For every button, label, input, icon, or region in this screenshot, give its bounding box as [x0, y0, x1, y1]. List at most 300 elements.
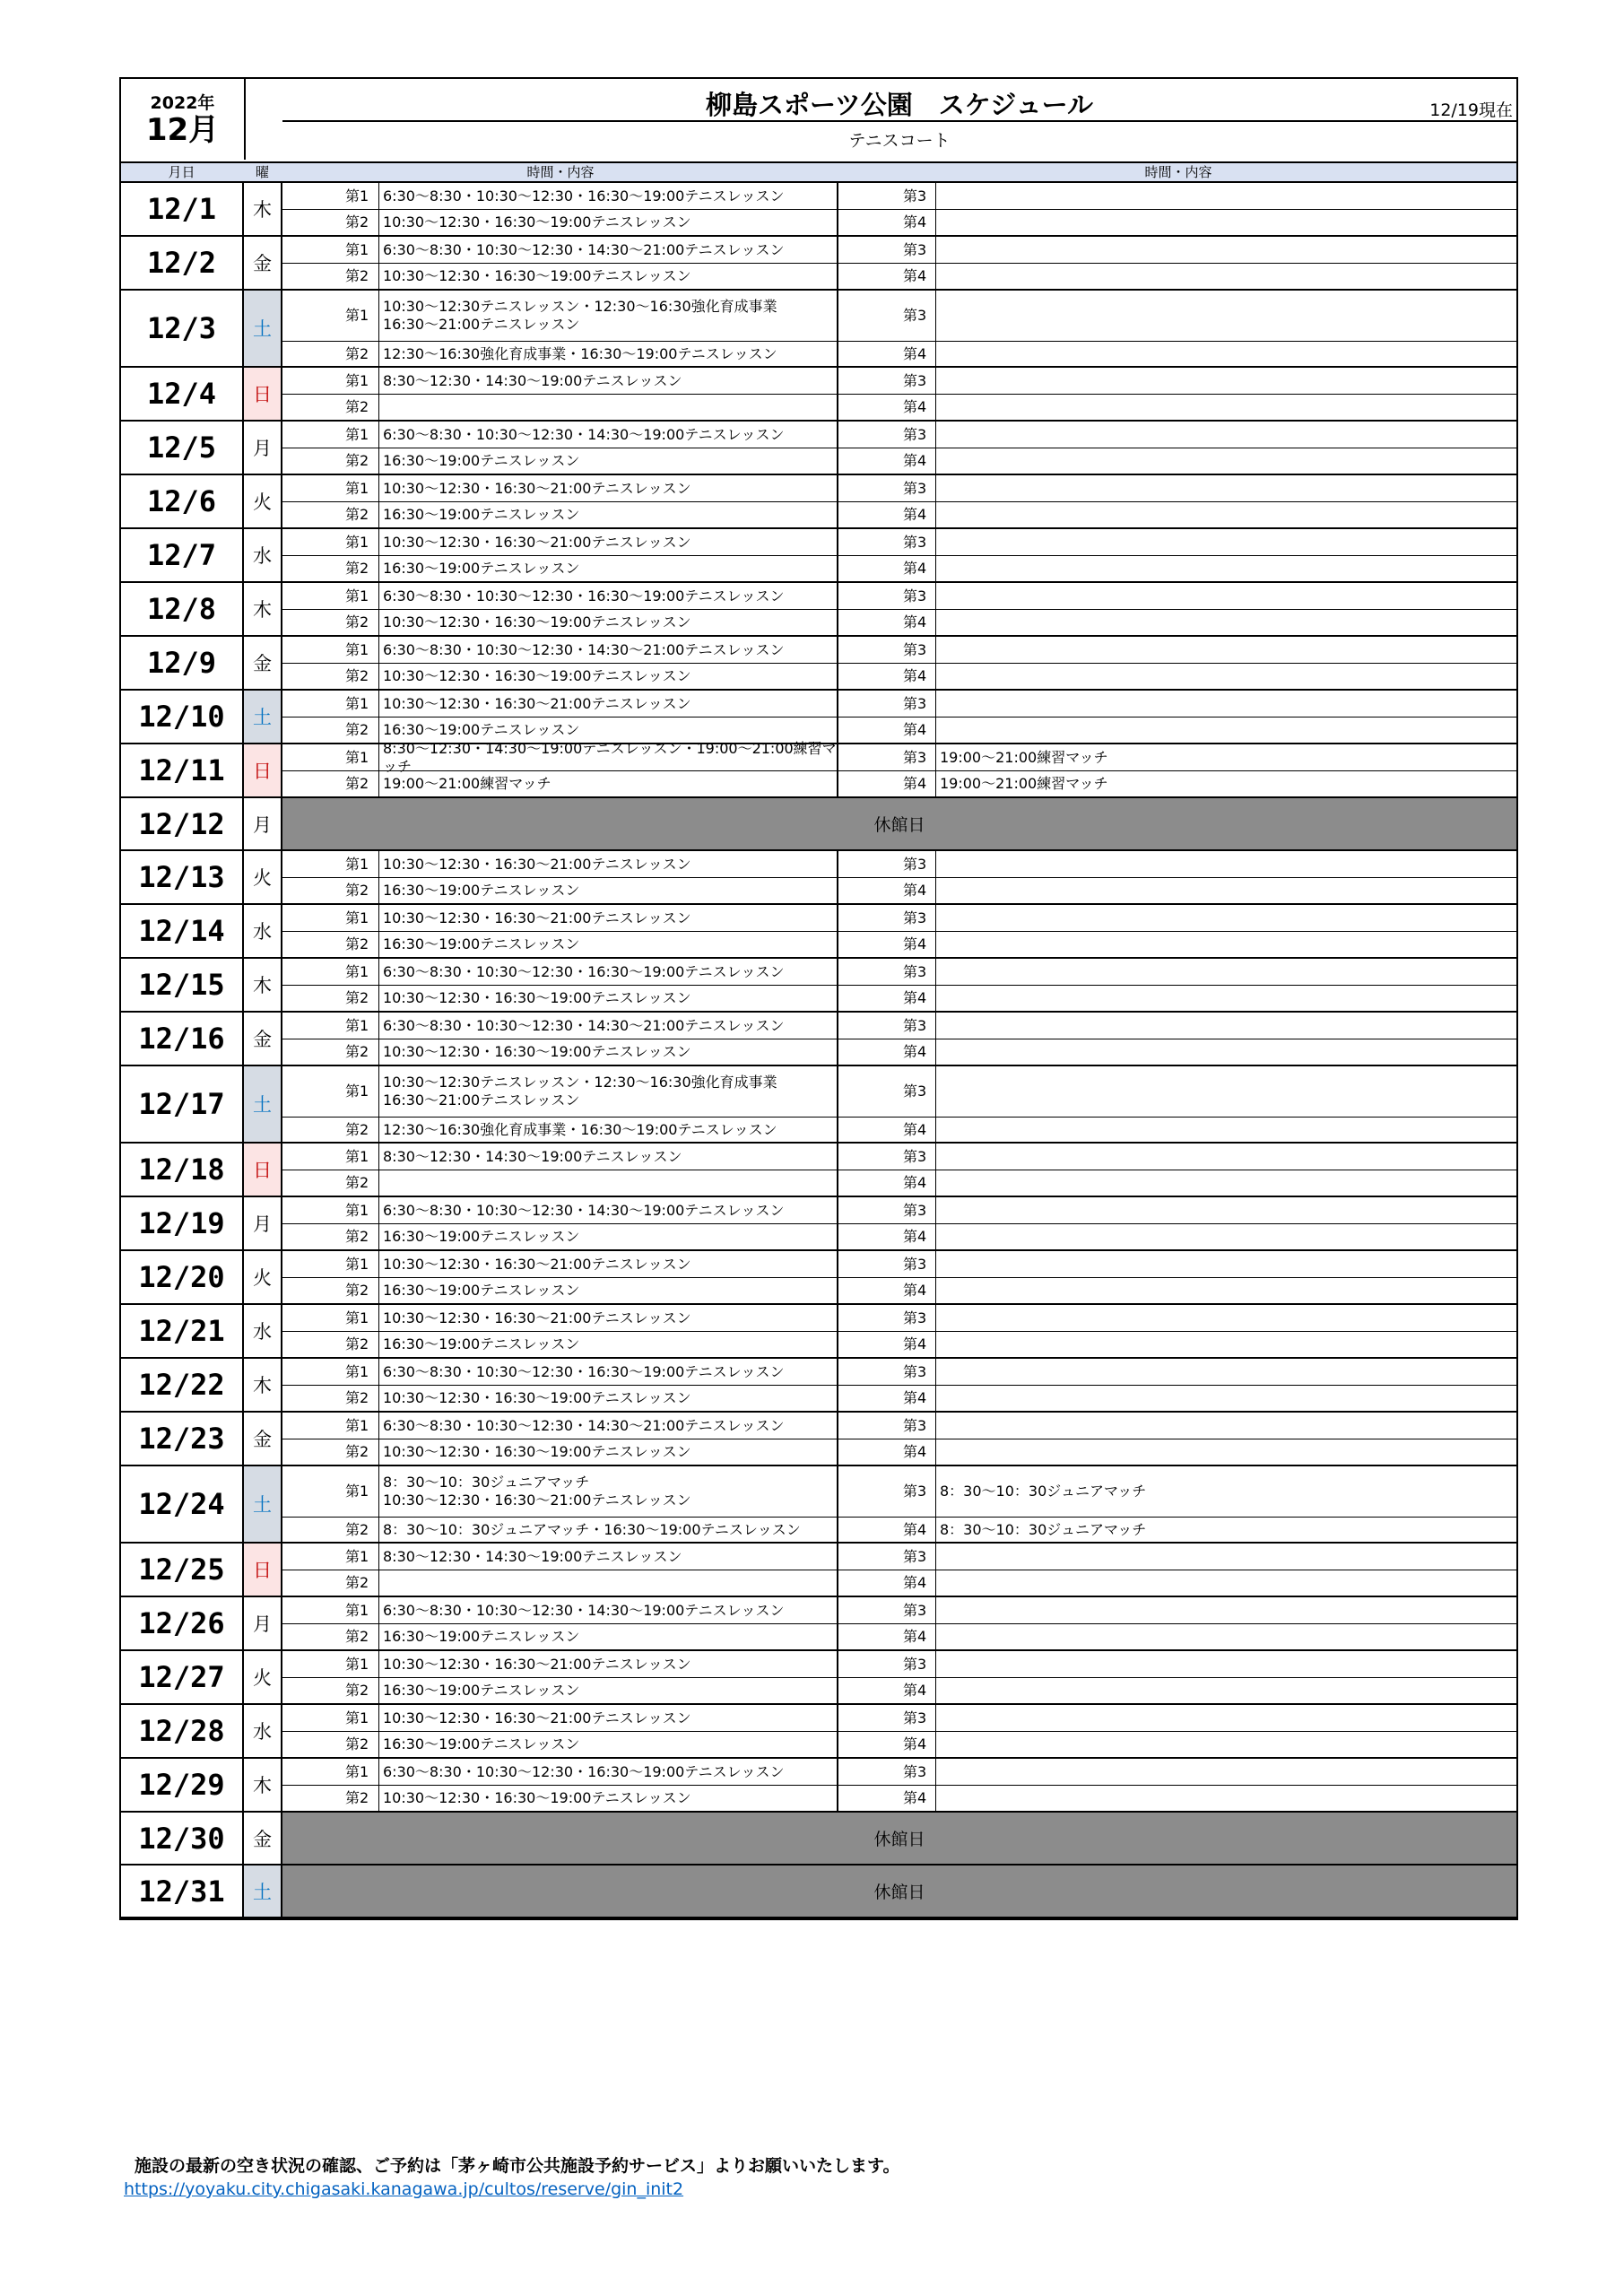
- court-schedule: 10:30〜12:30・16:30〜19:00テニスレッスン: [378, 1039, 838, 1065]
- court-label: 第2: [345, 398, 369, 415]
- court-label: 第1: [345, 1655, 369, 1673]
- court-schedule: 12:30〜16:30強化育成事業・16:30〜19:00テニスレッスン: [378, 342, 838, 366]
- day-row: [121, 851, 1516, 905]
- court-schedule: 10:30〜12:30・16:30〜19:00テニスレッスン: [378, 664, 838, 689]
- court-schedule: 6:30〜8:30・10:30〜12:30・16:30〜19:00テニスレッスン: [378, 959, 838, 985]
- court-label: 第4: [903, 398, 927, 415]
- day-date: 12/5: [121, 422, 244, 474]
- court-schedule: [935, 1439, 1516, 1465]
- court-schedule: 10:30〜12:30・16:30〜19:00テニスレッスン: [378, 1786, 838, 1811]
- day-row: [121, 1651, 1516, 1705]
- court-schedule: [935, 556, 1516, 581]
- court-label: 第2: [345, 560, 369, 577]
- day-row: [121, 959, 1516, 1013]
- day-weekday: 土: [244, 1066, 282, 1142]
- court-label: 第1: [345, 1709, 369, 1726]
- court-label: 第2: [345, 1443, 369, 1460]
- day-date: 12/10: [121, 691, 244, 743]
- closed-day-label: 休館日: [282, 1866, 1516, 1917]
- day-row: [121, 905, 1516, 959]
- court-schedule: [935, 1197, 1516, 1223]
- court-subrow: [282, 1624, 1516, 1649]
- day-weekday: 金: [244, 637, 282, 689]
- court-label: 第2: [345, 344, 369, 362]
- day-date: 12/12: [121, 798, 244, 849]
- court-schedule: [935, 1678, 1516, 1703]
- day-weekday: 水: [244, 1705, 282, 1757]
- court-label: 第2: [345, 1389, 369, 1406]
- court-label: 第1: [345, 425, 369, 443]
- day-date: 12/3: [121, 291, 244, 366]
- court-label: 第2: [345, 1735, 369, 1752]
- day-row: [121, 1597, 1516, 1651]
- day-row: [121, 1144, 1516, 1197]
- court-subrow: [282, 237, 1516, 264]
- court-schedule: [935, 1705, 1516, 1731]
- court-schedule: 8:30〜12:30・14:30〜19:00テニスレッスン: [378, 1544, 838, 1570]
- court-schedule: [935, 291, 1516, 341]
- court-label: 第2: [345, 213, 369, 230]
- court-subrow: [282, 529, 1516, 556]
- court-label: 第3: [903, 1255, 927, 1273]
- court-label: 第3: [903, 1083, 927, 1100]
- day-date: 12/27: [121, 1651, 244, 1703]
- day-date: 12/15: [121, 959, 244, 1011]
- court-label: 第1: [345, 187, 369, 204]
- court-subrow: [282, 1413, 1516, 1439]
- court-schedule: 10:30〜12:30・16:30〜19:00テニスレッスン: [378, 1386, 838, 1411]
- court-schedule: 16:30〜19:00テニスレッスン: [378, 448, 838, 474]
- day-weekday: 土: [244, 291, 282, 366]
- court-schedule: 19:00〜21:00練習マッチ: [935, 744, 1516, 770]
- court-schedule: 10:30〜12:30・16:30〜19:00テニスレッスン: [378, 1439, 838, 1465]
- day-row: [121, 1066, 1516, 1144]
- court-schedule: [935, 1170, 1516, 1196]
- court-label: 第3: [903, 748, 927, 766]
- court-label: 第3: [903, 1016, 927, 1034]
- day-weekday: 日: [244, 744, 282, 796]
- court-schedule: 16:30〜19:00テニスレッスン: [378, 1624, 838, 1649]
- day-date: 12/31: [121, 1866, 244, 1917]
- court-label: 第3: [903, 1709, 927, 1726]
- court-label: 第4: [903, 1520, 927, 1538]
- court-label: 第3: [903, 1547, 927, 1565]
- court-label: 第4: [903, 560, 927, 577]
- court-label: 第2: [345, 1628, 369, 1645]
- court-label: 第3: [903, 533, 927, 551]
- court-schedule: [935, 1786, 1516, 1811]
- court-subrow: [282, 1786, 1516, 1811]
- court-schedule: [935, 583, 1516, 609]
- day-row: [121, 529, 1516, 583]
- court-schedule: 10:30〜12:30・16:30〜21:00テニスレッスン: [378, 529, 838, 555]
- court-schedule: [935, 851, 1516, 877]
- as-of-date: 12/19現在: [1429, 100, 1513, 120]
- court-label: 第3: [903, 1416, 927, 1434]
- day-date: 12/11: [121, 744, 244, 796]
- court-schedule: 6:30〜8:30・10:30〜12:30・16:30〜19:00テニスレッスン: [378, 1359, 838, 1385]
- court-schedule: [935, 1759, 1516, 1785]
- court-label: 第1: [345, 1201, 369, 1219]
- court-schedule: [935, 448, 1516, 474]
- court-subrow: [282, 422, 1516, 448]
- court-schedule: 8：30〜10：30ジュニアマッチ・16:30〜19:00テニスレッスン: [378, 1518, 838, 1542]
- court-subrow: [282, 986, 1516, 1011]
- court-label: 第1: [345, 909, 369, 926]
- court-label: 第3: [903, 479, 927, 497]
- day-weekday: 金: [244, 1813, 282, 1864]
- day-weekday: 金: [244, 1013, 282, 1065]
- court-label: 第1: [345, 694, 369, 712]
- court-label: 第3: [903, 640, 927, 658]
- court-label: 第1: [345, 1762, 369, 1780]
- day-weekday: 月: [244, 1197, 282, 1249]
- court-label: 第1: [345, 587, 369, 604]
- column-time-1: 時間・内容: [526, 164, 595, 180]
- court-schedule: [935, 1118, 1516, 1142]
- court-schedule: 10:30〜12:30・16:30〜19:00テニスレッスン: [378, 264, 838, 289]
- court-label: 第3: [903, 962, 927, 980]
- column-date: 月日: [168, 164, 195, 180]
- court-schedule: 6:30〜8:30・10:30〜12:30・14:30〜21:00テニスレッスン: [378, 1413, 838, 1439]
- court-subrow: [282, 1224, 1516, 1249]
- court-label: 第1: [345, 1547, 369, 1565]
- day-row: [121, 1197, 1516, 1251]
- court-label: 第4: [903, 344, 927, 362]
- day-weekday: 日: [244, 1144, 282, 1196]
- court-schedule: 16:30〜19:00テニスレッスン: [378, 878, 838, 903]
- day-row: [121, 739, 1516, 798]
- court-label: 第1: [345, 1255, 369, 1273]
- court-subrow: [282, 1251, 1516, 1278]
- court-subrow: [282, 475, 1516, 502]
- court-subrow: [282, 1305, 1516, 1332]
- court-label: 第4: [903, 613, 927, 631]
- court-label: 第3: [903, 425, 927, 443]
- court-subrow: [282, 1732, 1516, 1757]
- footer-note: 施設の最新の空き状況の確認、ご予約は「茅ヶ崎市公共施設予約サービス」よりお願いいたします。: [135, 2156, 900, 2176]
- court-subrow: [282, 183, 1516, 210]
- day-row: [121, 1866, 1516, 1918]
- court-schedule: [935, 1224, 1516, 1249]
- court-label: 第4: [903, 506, 927, 523]
- court-schedule: 6:30〜8:30・10:30〜12:30・14:30〜19:00テニスレッスン: [378, 422, 838, 448]
- court-label: 第4: [903, 1228, 927, 1245]
- court-schedule: [935, 1544, 1516, 1570]
- day-weekday: 木: [244, 959, 282, 1011]
- court-subrow: [282, 771, 1516, 796]
- day-row: [121, 422, 1516, 475]
- court-schedule: 16:30〜19:00テニスレッスン: [378, 1224, 838, 1249]
- court-label: 第1: [345, 240, 369, 258]
- court-subrow: [282, 637, 1516, 664]
- day-row: [121, 475, 1516, 529]
- court-label: 第1: [345, 479, 369, 497]
- court-schedule: 10:30〜12:30テニスレッスン・12:30〜16:30強化育成事業 16:30〜21:00テニスレッスン: [378, 291, 838, 341]
- court-subrow: [282, 556, 1516, 581]
- court-schedule: 6:30〜8:30・10:30〜12:30・14:30〜19:00テニスレッスン: [378, 1197, 838, 1223]
- court-subrow: [282, 1386, 1516, 1411]
- page-title: 柳島スポーツ公園 スケジュール: [705, 90, 1094, 120]
- day-rows: [121, 183, 1516, 1918]
- day-row: [121, 798, 1516, 851]
- court-schedule: 8:30〜12:30・14:30〜19:00テニスレッスン: [378, 368, 838, 394]
- court-label: 第3: [903, 1362, 927, 1380]
- day-date: 12/28: [121, 1705, 244, 1757]
- court-schedule: [935, 368, 1516, 394]
- court-label: 第1: [345, 1083, 369, 1100]
- court-subrow: [282, 1278, 1516, 1303]
- court-subrow: [282, 1759, 1516, 1786]
- court-label: 第2: [345, 1520, 369, 1538]
- court-label: 第4: [903, 667, 927, 684]
- court-schedule: 19:00〜21:00練習マッチ: [935, 771, 1516, 796]
- court-label: 第1: [345, 855, 369, 873]
- day-date: 12/9: [121, 637, 244, 689]
- court-schedule: [935, 932, 1516, 957]
- court-label: 第3: [903, 1201, 927, 1219]
- court-subrow: [282, 291, 1516, 342]
- court-label: 第4: [903, 1574, 927, 1591]
- court-subrow: [282, 1359, 1516, 1386]
- court-label: 第3: [903, 240, 927, 258]
- court-label: 第4: [903, 1389, 927, 1406]
- court-label: 第4: [903, 452, 927, 469]
- court-schedule: [935, 395, 1516, 420]
- court-label: 第4: [903, 721, 927, 738]
- day-weekday: 土: [244, 1466, 282, 1542]
- court-schedule: [935, 959, 1516, 985]
- court-schedule: [935, 986, 1516, 1011]
- court-label: 第2: [345, 613, 369, 631]
- court-subrow: [282, 959, 1516, 986]
- court-label: 第4: [903, 989, 927, 1006]
- day-weekday: 水: [244, 905, 282, 957]
- day-row: [121, 1705, 1516, 1759]
- court-label: 第4: [903, 213, 927, 230]
- court-subrow: [282, 1013, 1516, 1039]
- court-schedule: 10:30〜12:30・16:30〜21:00テニスレッスン: [378, 1651, 838, 1677]
- court-label: 第1: [345, 962, 369, 980]
- court-schedule: 8:30〜12:30・14:30〜19:00テニスレッスン: [378, 1144, 838, 1170]
- court-schedule: [935, 691, 1516, 717]
- court-schedule: 16:30〜19:00テニスレッスン: [378, 1278, 838, 1303]
- court-schedule: [935, 1624, 1516, 1649]
- court-schedule: [935, 210, 1516, 235]
- sheet-header: [121, 79, 1516, 163]
- day-date: 12/26: [121, 1597, 244, 1649]
- court-schedule: 10:30〜12:30・16:30〜21:00テニスレッスン: [378, 1305, 838, 1331]
- court-label: 第4: [903, 1043, 927, 1060]
- column-time-2: 時間・内容: [1144, 164, 1212, 180]
- court-schedule: [935, 1597, 1516, 1623]
- day-row: [121, 1544, 1516, 1597]
- court-schedule: [935, 1413, 1516, 1439]
- day-weekday: 木: [244, 1759, 282, 1811]
- court-schedule: [935, 718, 1516, 743]
- court-label: 第4: [903, 1335, 927, 1352]
- day-date: 12/19: [121, 1197, 244, 1249]
- court-label: 第3: [903, 1309, 927, 1326]
- court-schedule: [935, 878, 1516, 903]
- court-label: 第4: [903, 267, 927, 284]
- court-subrow: [282, 739, 1516, 775]
- day-date: 12/8: [121, 583, 244, 635]
- court-schedule: [935, 1039, 1516, 1065]
- day-row: [121, 1413, 1516, 1466]
- day-weekday: 金: [244, 237, 282, 289]
- court-label: 第1: [345, 640, 369, 658]
- day-weekday: 火: [244, 1251, 282, 1303]
- day-date: 12/2: [121, 237, 244, 289]
- court-label: 第4: [903, 1282, 927, 1299]
- day-row: [121, 1013, 1516, 1066]
- court-schedule: 6:30〜8:30・10:30〜12:30・16:30〜19:00テニスレッスン: [378, 583, 838, 609]
- court-schedule: 8：30〜10：30ジュニアマッチ: [935, 1518, 1516, 1542]
- court-subrow: [282, 1039, 1516, 1065]
- court-subrow: [282, 1332, 1516, 1357]
- court-schedule: 6:30〜8:30・10:30〜12:30・14:30〜19:00テニスレッスン: [378, 1597, 838, 1623]
- court-subrow: [282, 1705, 1516, 1732]
- court-label: 第1: [345, 533, 369, 551]
- day-row: [121, 1359, 1516, 1413]
- court-subrow: [282, 210, 1516, 235]
- court-label: 第2: [345, 1789, 369, 1806]
- court-subrow: [282, 1466, 1516, 1518]
- court-subrow: [282, 932, 1516, 957]
- court-label: 第3: [903, 694, 927, 712]
- court-subrow: [282, 583, 1516, 610]
- court-subrow: [282, 1651, 1516, 1678]
- day-weekday: 日: [244, 1544, 282, 1596]
- court-subrow: [282, 1144, 1516, 1170]
- court-subrow: [282, 691, 1516, 718]
- day-date: 12/16: [121, 1013, 244, 1065]
- day-date: 12/14: [121, 905, 244, 957]
- court-subrow: [282, 851, 1516, 878]
- court-subrow: [282, 342, 1516, 366]
- day-row: [121, 291, 1516, 368]
- court-label: 第4: [903, 1735, 927, 1752]
- court-label: 第4: [903, 1120, 927, 1138]
- court-label: 第2: [345, 667, 369, 684]
- day-date: 12/18: [121, 1144, 244, 1196]
- court-schedule: 6:30〜8:30・10:30〜12:30・14:30〜21:00テニスレッスン: [378, 637, 838, 663]
- court-schedule: 10:30〜12:30・16:30〜19:00テニスレッスン: [378, 610, 838, 635]
- court-schedule: [378, 1570, 838, 1596]
- court-schedule: [935, 637, 1516, 663]
- court-schedule: [935, 529, 1516, 555]
- day-weekday: 火: [244, 1651, 282, 1703]
- court-label: 第3: [903, 1147, 927, 1165]
- court-schedule: 10:30〜12:30・16:30〜19:00テニスレッスン: [378, 210, 838, 235]
- court-label: 第2: [345, 1043, 369, 1060]
- court-subrow: [282, 1439, 1516, 1465]
- court-label: 第2: [345, 882, 369, 899]
- court-schedule: [935, 905, 1516, 931]
- court-schedule: 10:30〜12:30・16:30〜21:00テニスレッスン: [378, 1251, 838, 1277]
- court-label: 第4: [903, 1174, 927, 1191]
- day-row: [121, 637, 1516, 691]
- court-label: 第1: [345, 1016, 369, 1034]
- day-date: 12/1: [121, 183, 244, 235]
- court-subrow: [282, 264, 1516, 289]
- court-subrow: [282, 368, 1516, 395]
- court-schedule: [935, 1359, 1516, 1385]
- day-row: [121, 1305, 1516, 1359]
- day-date: 12/7: [121, 529, 244, 581]
- court-schedule: [935, 1332, 1516, 1357]
- court-subrow: [282, 502, 1516, 527]
- day-row: [121, 183, 1516, 237]
- court-label: 第2: [345, 775, 369, 792]
- day-date: 12/21: [121, 1305, 244, 1357]
- court-schedule: [935, 502, 1516, 527]
- court-label: 第4: [903, 882, 927, 899]
- court-schedule: 10:30〜12:30テニスレッスン・12:30〜16:30強化育成事業 16:30〜21:00テニスレッスン: [378, 1066, 838, 1117]
- day-date: 12/13: [121, 851, 244, 903]
- court-schedule: 8：30〜10：30ジュニアマッチ 10:30〜12:30・16:30〜21:00テニスレッスン: [378, 1466, 838, 1517]
- court-label: 第2: [345, 506, 369, 523]
- court-schedule: [935, 1251, 1516, 1277]
- day-weekday: 土: [244, 691, 282, 743]
- day-date: 12/20: [121, 1251, 244, 1303]
- court-schedule: 8:30〜12:30・14:30〜19:00テニスレッスン・19:00〜21:00練習マッチ: [378, 744, 838, 770]
- reservation-link[interactable]: https://yoyaku.city.chigasaki.kanagawa.jp/cultos/reserve/gin_init2: [124, 2179, 684, 2199]
- court-schedule: 10:30〜12:30・16:30〜21:00テニスレッスン: [378, 851, 838, 877]
- day-row: [121, 583, 1516, 637]
- day-row: [121, 368, 1516, 422]
- court-schedule: 8：30〜10：30ジュニアマッチ: [935, 1466, 1516, 1517]
- court-label: 第2: [345, 989, 369, 1006]
- day-row: [121, 237, 1516, 291]
- court-label: 第2: [345, 452, 369, 469]
- court-schedule: [935, 610, 1516, 635]
- day-row: [121, 1813, 1516, 1866]
- court-label: 第2: [345, 1682, 369, 1699]
- court-subrow: [282, 1678, 1516, 1703]
- day-date: 12/6: [121, 475, 244, 527]
- court-schedule: [935, 1278, 1516, 1303]
- court-label: 第3: [903, 587, 927, 604]
- court-schedule: 6:30〜8:30・10:30〜12:30・14:30〜21:00テニスレッスン: [378, 1013, 838, 1039]
- court-schedule: [935, 1570, 1516, 1596]
- court-subrow: [282, 448, 1516, 474]
- court-schedule: [935, 1305, 1516, 1331]
- court-subrow: [282, 395, 1516, 420]
- court-schedule: [935, 475, 1516, 501]
- court-schedule: 16:30〜19:00テニスレッスン: [378, 1332, 838, 1357]
- court-schedule: [935, 342, 1516, 366]
- court-label: 第1: [345, 1483, 369, 1500]
- day-date: 12/25: [121, 1544, 244, 1596]
- day-weekday: 水: [244, 1305, 282, 1357]
- court-subrow: [282, 905, 1516, 932]
- court-subrow: [282, 1118, 1516, 1142]
- year-label: 2022年: [150, 93, 215, 113]
- court-schedule: 19:00〜21:00練習マッチ: [378, 771, 838, 796]
- court-schedule: 16:30〜19:00テニスレッスン: [378, 556, 838, 581]
- court-schedule: 12:30〜16:30強化育成事業・16:30〜19:00テニスレッスン: [378, 1118, 838, 1142]
- court-label: 第3: [903, 1655, 927, 1673]
- court-label: 第2: [345, 1335, 369, 1352]
- court-subrow: [282, 1066, 1516, 1118]
- court-label: 第1: [345, 371, 369, 389]
- court-schedule: [935, 1144, 1516, 1170]
- court-schedule: [935, 664, 1516, 689]
- court-label: 第3: [903, 307, 927, 324]
- court-schedule: [935, 183, 1516, 209]
